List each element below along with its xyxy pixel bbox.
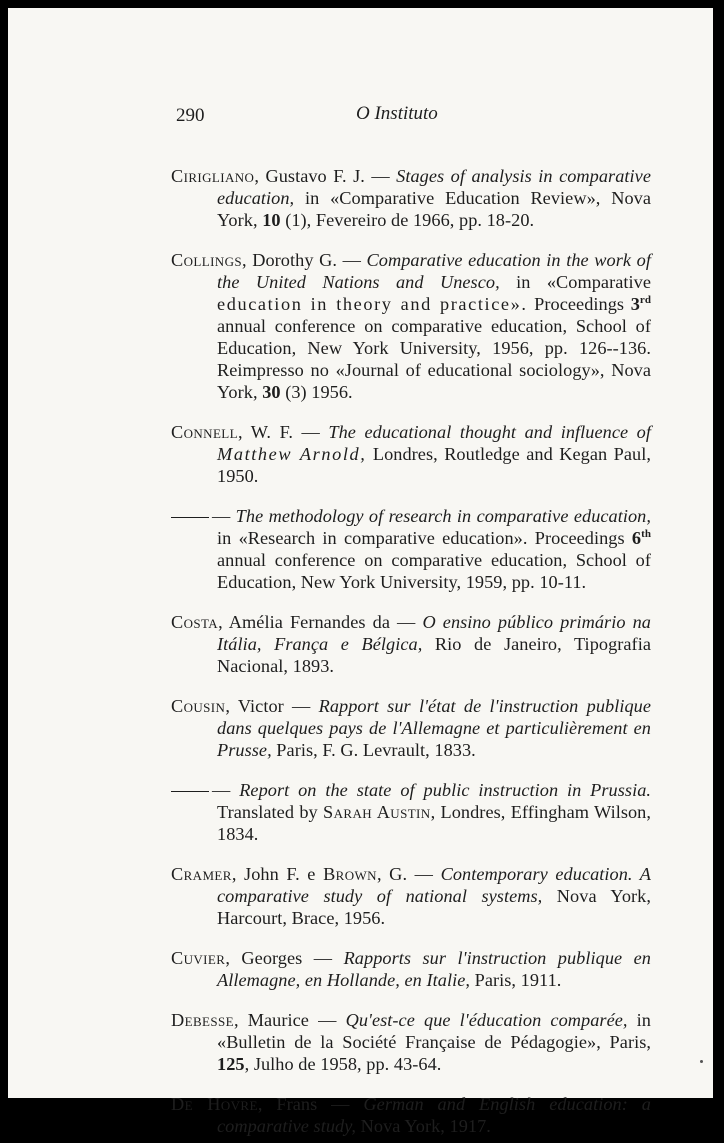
publication-info: (1), Fevereiro de 1966, pp. 18-20.: [280, 210, 535, 231]
publication-info: Nova York, 1917.: [356, 1115, 491, 1136]
separator: —: [301, 421, 329, 442]
work-title: Comparative education in the work of the United Nations and Unesco,: [217, 250, 651, 293]
bibliography-entry-connell-2: [171, 506, 651, 594]
publication-info: Londres, Routledge and Kegan Paul, 1950.: [217, 443, 651, 486]
scan-speck: [700, 1060, 703, 1063]
separator: —: [397, 611, 423, 632]
repeated-author-dash: [171, 791, 209, 792]
author-given-name: , Amélia Fernandes da: [218, 611, 398, 632]
author-name: Cramer: [171, 863, 232, 884]
publication-info: (3) 1956.: [280, 381, 353, 402]
document-page: [8, 8, 713, 1136]
page-header: [166, 103, 608, 133]
publication-info: education in theory and practice».: [217, 294, 528, 315]
author-name: Brown: [323, 863, 377, 884]
separator: —: [414, 863, 441, 884]
author-name: Debesse: [171, 1010, 234, 1031]
publication-info: annual conference on comparative education, School of Education, New York University, 1959, pp. 10-11.: [217, 549, 651, 592]
work-title: Matthew Arnold,: [217, 443, 367, 464]
publication-info: in «Bulletin de la Société Française de Pédagogie», Paris,: [217, 1010, 651, 1052]
author-given-name: , G.: [376, 863, 415, 884]
publication-info: in «Comparative Education Review», Nova York,: [217, 188, 651, 231]
author-given-name: , Dorothy G.: [242, 250, 343, 271]
publication-info: Nova York, Harcourt, Brace, 1956.: [217, 885, 651, 928]
bibliography-entry-cirigliano: [171, 166, 651, 232]
work-title: The methodology of research in comparative education,: [235, 505, 651, 526]
page-number: 290: [176, 105, 205, 126]
bibliography-entry-de-hovre: [171, 1094, 651, 1138]
running-title: O Instituto: [356, 103, 438, 124]
work-title: Stages of analysis in comparative education,: [217, 166, 651, 209]
bibliography-entry-costa: [171, 612, 651, 678]
author-name: Cousin: [171, 695, 226, 716]
separator: —: [371, 166, 397, 187]
author-name: Costa: [171, 611, 219, 632]
author-name: Cuvier: [171, 947, 226, 968]
publication-info: Proceedings: [527, 294, 631, 315]
publication-info: , Londres, Effingham Wilson, 1834.: [217, 801, 651, 844]
ordinal-suffix: rd: [639, 294, 651, 307]
work-title: Qu'est-ce que l'éducation comparée,: [345, 1010, 628, 1031]
author-name: Collings: [171, 250, 242, 271]
translator-name: Sarah Austin: [323, 801, 431, 822]
publication-info: annual conference on comparative education, School of Education, New York University, 1956, pp. 126--136. Reimpresso no «Journal of educational sociology», Nova York,: [217, 316, 651, 402]
separator: —: [318, 1010, 346, 1031]
work-title: Rapport sur l'état de l'instruction publique dans quelques pays de l'Allemagne et particulièrement en Prusse,: [217, 695, 652, 760]
ordinal-suffix: th: [641, 527, 651, 540]
ordinal-number: 3: [630, 294, 640, 315]
bibliography-entry-debesse: [171, 1010, 651, 1076]
publication-info: in «Research in comparative education». Proceedings: [217, 527, 632, 548]
publication-info: in «Comparative: [499, 272, 651, 293]
bibliography-entry-cramer: [171, 864, 651, 930]
separator: —: [212, 779, 240, 800]
separator: —: [331, 1094, 364, 1115]
author-given-name: , John F. e: [231, 863, 324, 884]
author-name: Cirigliano: [171, 166, 255, 187]
publication-info: Rio de Janeiro, Tipografia Nacional, 1893.: [217, 633, 651, 676]
separator: —: [313, 947, 344, 968]
volume-number: 125: [217, 1053, 245, 1074]
work-title: German and English education: a comparative study,: [217, 1094, 651, 1136]
bibliography-list: [171, 148, 651, 1143]
author-given-name: , Georges: [225, 947, 314, 968]
author-given-name: , Maurice: [233, 1010, 319, 1031]
author-given-name: , Frans: [257, 1094, 332, 1115]
separator: —: [292, 695, 319, 716]
bibliography-entry-cousin: [171, 696, 651, 762]
work-title: Rapports sur l'instruction publique en Allemagne, en Hollande, en Italie,: [217, 947, 651, 990]
work-title: O ensino público primário na Itália, França e Bélgica,: [217, 611, 651, 654]
publication-info: Paris, F. G. Levrault, 1833.: [271, 739, 476, 760]
publication-info: Translated by: [217, 801, 324, 822]
work-title: The educational thought and influence of: [328, 421, 651, 442]
author-given-name: , Victor: [225, 695, 293, 716]
repeated-author-dash: [171, 517, 209, 518]
author-given-name: , W. F.: [237, 421, 302, 442]
bibliography-entry-cuvier: [171, 948, 651, 992]
separator: —: [342, 250, 367, 271]
bibliography-entry-cousin-2: [171, 780, 651, 846]
bibliography-entry-collings: [171, 250, 651, 403]
work-title: Contemporary education. A comparative study of national systems,: [217, 863, 652, 906]
volume-number: 10: [262, 210, 281, 231]
bibliography-entry-connell: [171, 422, 651, 488]
publication-info: , Julho de 1958, pp. 43-64.: [244, 1053, 442, 1074]
author-given-name: , Gustavo F. J.: [254, 166, 372, 187]
author-name: Connell: [171, 421, 238, 442]
work-title: Report on the state of public instruction in Prussia.: [239, 779, 652, 800]
ordinal-number: 6: [631, 527, 642, 548]
author-name: De Hovre: [171, 1094, 258, 1115]
separator: —: [212, 505, 236, 526]
volume-number: 30: [262, 381, 281, 402]
publication-info: Paris, 1911.: [470, 969, 562, 990]
